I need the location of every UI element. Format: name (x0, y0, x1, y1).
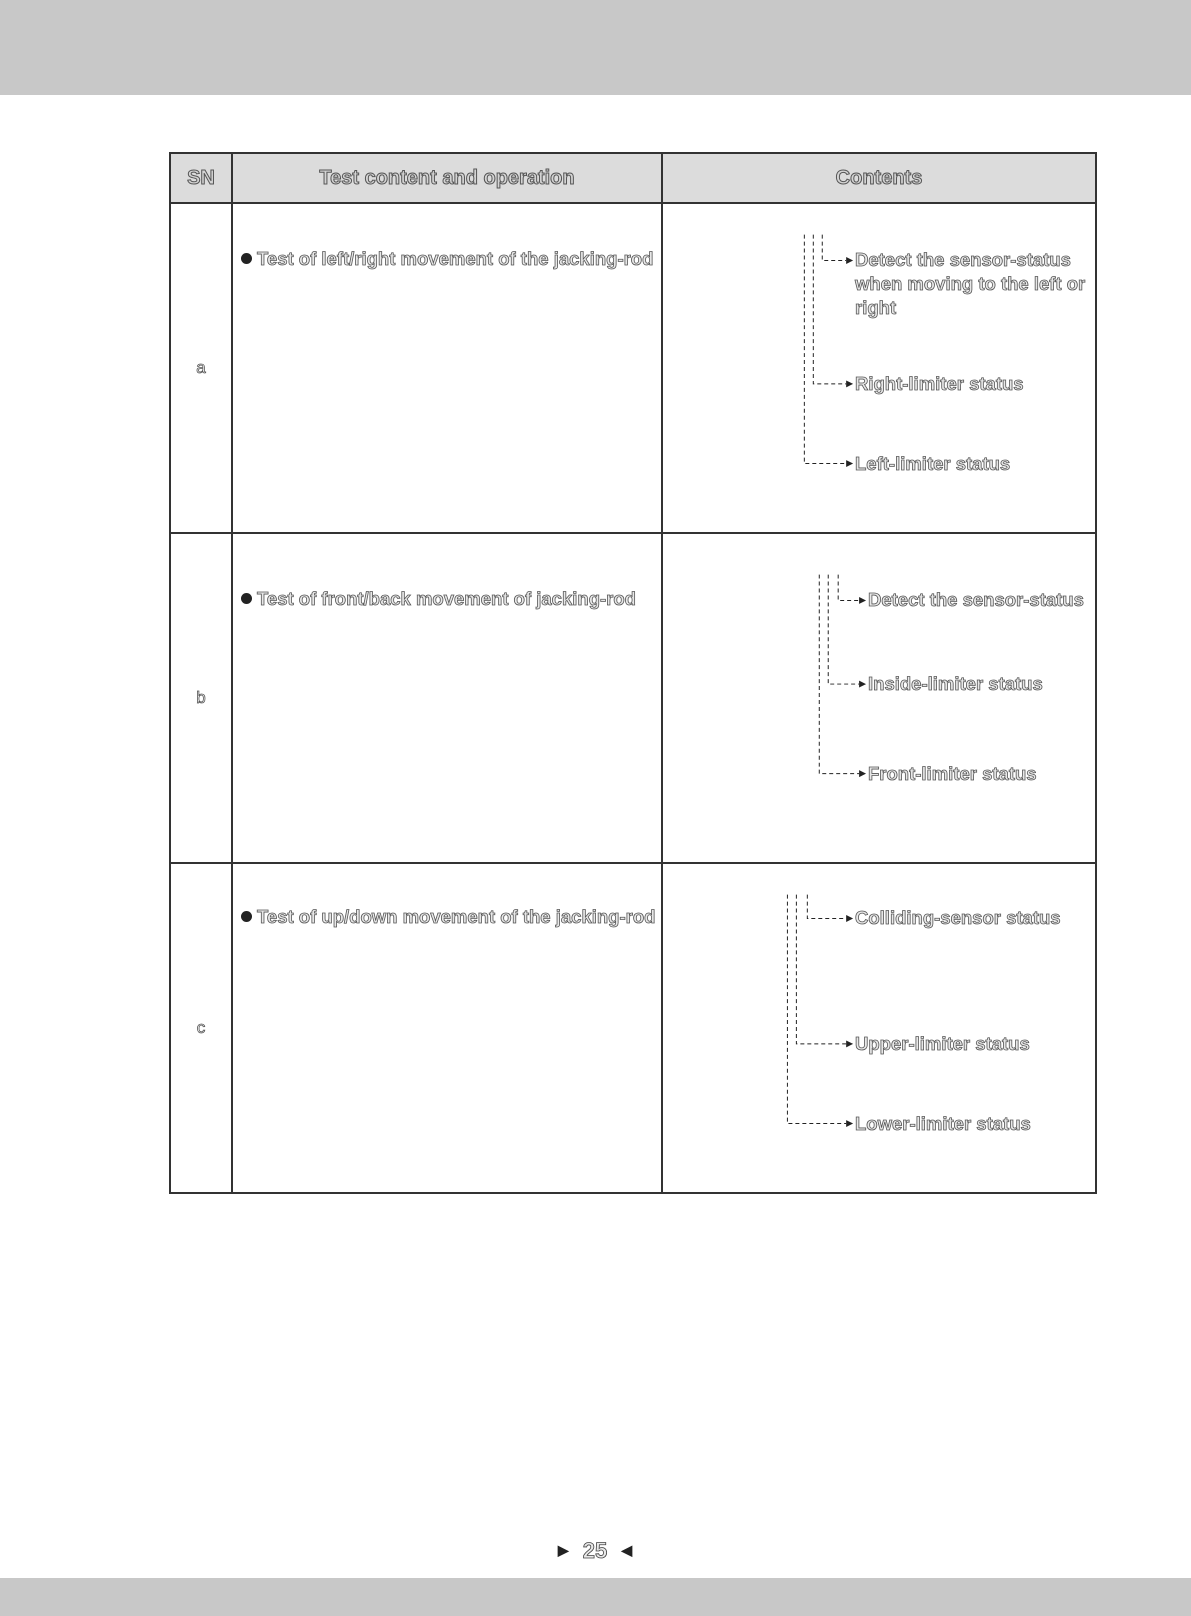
arrow-head-3 (859, 770, 866, 777)
connector-line-2 (796, 895, 846, 1044)
connector-line-1 (822, 235, 846, 261)
operation-text: Test of left/right movement of the jacking-rod (257, 248, 654, 269)
right-arrow-icon: ▶ (557, 1542, 569, 1558)
connector-line-3 (804, 235, 846, 464)
operation-cell (232, 863, 662, 1193)
connector-lines (663, 534, 1095, 862)
sn-cell: c (170, 863, 232, 1193)
status-label: Upper-limiter status (855, 1033, 1030, 1054)
arrow-head-1 (859, 597, 866, 604)
operation-item (233, 204, 661, 270)
connector-line-2 (828, 575, 859, 684)
connector-line-3 (819, 575, 859, 774)
contents-cell (662, 863, 1096, 1193)
status-label: Detect the sensor-status when moving to the left or right (855, 249, 1086, 318)
sn-cell: a (170, 203, 232, 533)
connector-line-1 (838, 575, 859, 601)
header-contents: Contents (662, 153, 1096, 203)
connector-line-2 (813, 235, 846, 384)
status-label: Colliding-sensor status (855, 907, 1061, 928)
status-label: Detect the sensor-status (868, 589, 1084, 610)
operation-item (233, 534, 661, 610)
left-arrow-icon: ◀ (621, 1542, 633, 1558)
table-row (170, 863, 1096, 1193)
page-number-text: 25 (582, 1538, 608, 1563)
status-label: Lower-limiter status (855, 1113, 1031, 1134)
operation-item (233, 864, 661, 928)
status-label: Front-limiter status (868, 763, 1037, 784)
arrow-head-2 (846, 380, 853, 387)
operation-text: Test of front/back movement of jacking-rod (257, 588, 636, 609)
top-band (0, 0, 1191, 95)
bullet-icon (241, 911, 252, 922)
bullet-icon (241, 253, 252, 264)
page-number (545, 1538, 645, 1564)
arrow-head-1 (846, 915, 853, 922)
status-label: Left-limiter status (855, 453, 1011, 474)
header-sn: SN (170, 153, 232, 203)
operation-cell (232, 533, 662, 863)
header-operation: Test content and operation (232, 153, 662, 203)
status-label: Right-limiter status (855, 373, 1024, 394)
arrow-head-2 (859, 681, 866, 688)
table-row (170, 203, 1096, 533)
bullet-icon (241, 593, 252, 604)
operation-cell (232, 203, 662, 533)
sn-cell: b (170, 533, 232, 863)
test-table (169, 152, 1097, 1194)
contents-cell (662, 533, 1096, 863)
arrow-head-3 (846, 1120, 853, 1127)
operation-text: Test of up/down movement of the jacking-rod (257, 906, 656, 927)
status-label: Inside-limiter status (868, 673, 1043, 694)
arrow-head-1 (846, 257, 853, 264)
arrow-head-3 (846, 460, 853, 467)
arrow-head-2 (846, 1040, 853, 1047)
contents-cell (662, 203, 1096, 533)
table-row (170, 533, 1096, 863)
header-row (170, 153, 1096, 203)
connector-line-1 (807, 895, 846, 919)
bottom-band (0, 1578, 1191, 1616)
